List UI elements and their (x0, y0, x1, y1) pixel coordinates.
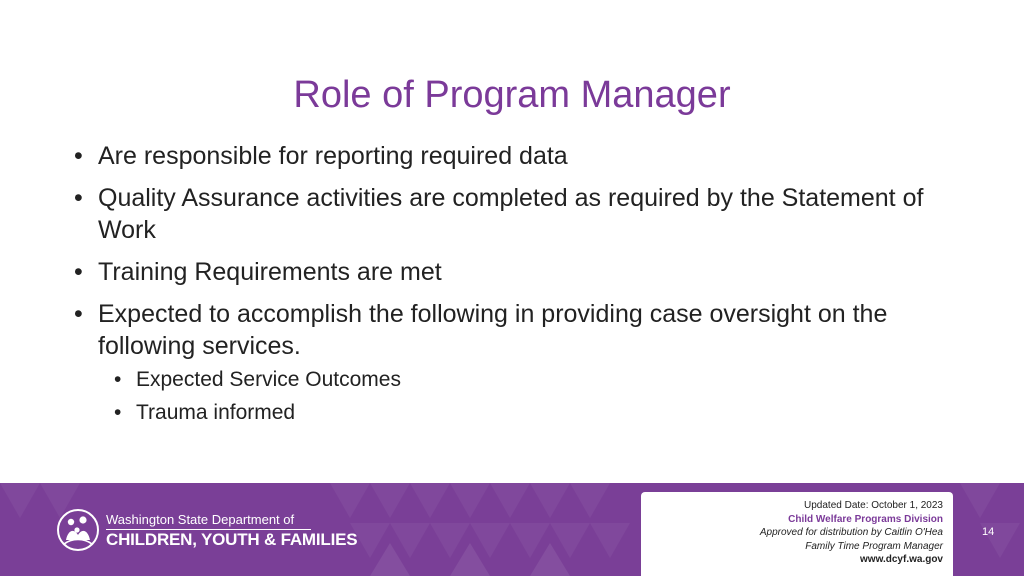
page-number: 14 (982, 526, 995, 538)
bullet-item: • Quality Assurance activities are completed as required by the Statement of Work (74, 182, 954, 246)
slide-title: Role of Program Manager (293, 74, 731, 116)
website-link[interactable]: www.dcyf.wa.gov (860, 554, 943, 565)
updated-date: Updated Date: October 1, 2023 (804, 500, 943, 511)
bullet-item: • Are responsible for reporting required data (74, 140, 954, 172)
approval-note: Approved for distribution by Caitlin O'Hea (759, 527, 943, 538)
logo-agency-text: CHILDREN, YOUTH & FAMILIES (106, 530, 358, 549)
footer-info-box (641, 492, 953, 576)
bullet-list (74, 140, 954, 432)
sub-bullet-item: • Expected Service Outcomes (74, 366, 954, 394)
approver-role: Family Time Program Manager (805, 540, 943, 552)
bullet-item: • Expected to accomplish the following in providing case oversight on the following services. (74, 298, 954, 362)
dcyf-logo (56, 508, 358, 554)
logo-department-text: Washington State Department of (106, 512, 295, 527)
bullet-item: • Training Requirements are met (74, 256, 954, 288)
division-name: Child Welfare Programs Division (788, 513, 943, 525)
family-logo-icon (56, 508, 100, 552)
sub-bullet-item: • Trauma informed (74, 399, 954, 427)
